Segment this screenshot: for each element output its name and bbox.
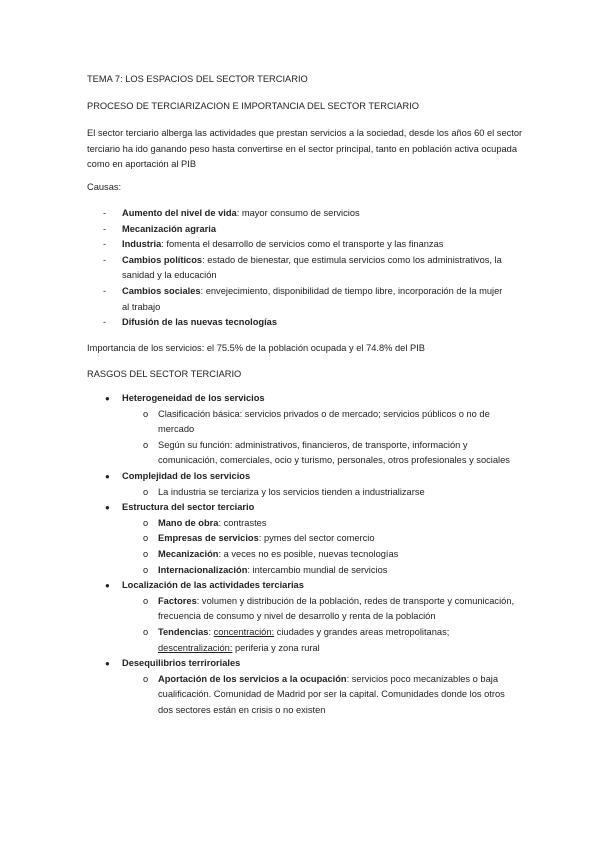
rasgos-list — [0, 391, 600, 718]
list-item — [0, 222, 512, 238]
list-item — [0, 594, 515, 625]
item-text: Según su función: administrativos, financieros, de transporte, información y comunicación, comerciales, ocio y turismo, personales, otros profesionales y sociales — [158, 439, 510, 466]
bullet-marker: ● — [105, 659, 110, 669]
item-text: : contrastes — [218, 517, 267, 528]
section-heading-tercerizacion: PROCESO DE TERCIARIZACION E IMPORTANCIA DEL SECTOR TERCIARIO — [87, 101, 419, 111]
cause-text: : estado de bienestar, que estimula servicios como los administrativos, la sanidad y la educación — [122, 254, 502, 281]
cause-text: : mayor consumo de servicios — [236, 208, 360, 218]
underlined-term: descentralización: — [158, 642, 233, 653]
sub-marker: o — [143, 548, 149, 559]
item-text: : pymes del sector comercio — [258, 533, 375, 544]
rasgo-heading: Localización de las actividades terciarias — [122, 580, 304, 591]
sub-marker: o — [143, 673, 149, 684]
list-item — [0, 563, 515, 579]
rasgo-heading: Heterogeneidad de los servicios — [122, 393, 265, 403]
dash-marker: - — [103, 208, 107, 218]
bullet-marker: ● — [105, 503, 110, 513]
list-item — [0, 407, 515, 438]
dash-marker: - — [103, 285, 107, 296]
list-item — [0, 672, 515, 719]
item-text: : volumen y distribución de la población, redes de transporte y comunicación, frecuencia de consumo y nivel de desarrollo y renta de la población — [158, 595, 515, 622]
list-item — [0, 500, 600, 516]
list-item — [0, 206, 512, 222]
cause-term: Difusión de las nuevas tecnologías — [122, 317, 277, 328]
causes-list — [0, 206, 600, 331]
causes-label: Causas: — [87, 182, 122, 192]
item-text: : — [208, 626, 214, 637]
item-term: Mecanización — [158, 548, 219, 559]
section-heading-rasgos: RASGOS DEL SECTOR TERCIARIO — [87, 369, 242, 379]
cause-term: Cambios sociales — [122, 285, 201, 296]
item-text: Clasificación básica: servicios privados o de mercado; servicios públicos o no de mercado — [158, 408, 490, 435]
sub-marker: o — [143, 564, 149, 575]
list-item — [0, 253, 512, 284]
list-item — [0, 485, 515, 501]
bullet-marker: ● — [105, 394, 110, 403]
item-term: Factores — [158, 595, 197, 606]
cause-term: Mecanización agraria — [122, 223, 217, 234]
cause-text: : fomenta el desarrollo de servicios como el transporte y las finanzas — [161, 239, 444, 250]
item-term: Mano de obra — [158, 517, 219, 528]
item-term: Internacionalización — [158, 564, 248, 575]
item-term: Empresas de servicios — [158, 533, 259, 544]
sub-marker: o — [143, 595, 149, 606]
underlined-term: concentración: — [213, 626, 275, 637]
rasgo-heading: Desequilibrios terriroriales — [122, 658, 241, 669]
dash-marker: - — [103, 239, 107, 250]
item-text: La industria se terciariza y los servicios tienden a industrializarse — [158, 486, 425, 497]
list-item — [0, 237, 512, 253]
sub-marker: o — [143, 517, 149, 528]
bullet-marker: ● — [105, 581, 110, 591]
cause-term: Aumento del nivel de vida — [122, 208, 237, 218]
rasgo-heading: Estructura del sector terciario — [122, 502, 255, 513]
list-item — [0, 284, 512, 315]
item-text: periferia y zona rural — [232, 642, 320, 653]
list-item — [0, 469, 600, 485]
list-item — [0, 656, 600, 672]
sub-marker: o — [143, 533, 149, 544]
cause-term: Cambios políticos — [122, 254, 203, 265]
cause-text: : envejecimiento, disponibilidad de tiempo libre, incorporación de la mujer al trabajo — [122, 285, 503, 312]
list-item — [0, 391, 600, 407]
rasgo-heading: Complejidad de los servicios — [122, 470, 251, 481]
list-item — [0, 578, 600, 594]
list-item — [0, 531, 515, 547]
list-item — [0, 547, 515, 563]
list-item — [0, 315, 512, 331]
item-text: : intercambio mundial de servicios — [247, 564, 388, 575]
list-item — [0, 438, 515, 469]
dash-marker: - — [103, 223, 107, 234]
list-item — [0, 625, 515, 656]
sub-marker: o — [143, 486, 149, 497]
item-term: Tendencias — [158, 626, 209, 637]
bullet-marker: ● — [105, 471, 110, 481]
sub-marker: o — [143, 439, 149, 450]
item-text: ciudades y grandes areas metropolitanas; — [274, 626, 450, 637]
item-term: Aportación de los servicios a la ocupación — [158, 673, 347, 684]
cause-term: Industria — [122, 239, 162, 250]
dash-marker: - — [103, 317, 107, 328]
sub-marker: o — [143, 626, 149, 637]
intro-paragraph: El sector terciario alberga las actividades que prestan servicios a la sociedad, desde los años 60 el sector terciario ha ido ganando peso hasta convertirse en el sector principal, tanto en población activa ocupada como en aportación al PIB — [87, 128, 523, 170]
dash-marker: - — [103, 254, 107, 265]
sub-marker: o — [143, 408, 149, 419]
document-title: TEMA 7: LOS ESPACIOS DEL SECTOR TERCIARIO — [87, 74, 308, 84]
importance-paragraph: Importancia de los servicios: el 75.5% de la población ocupada y el 74.8% del PIB — [87, 343, 425, 353]
item-text: : servicios poco mecanizables o baja cualificación. Comunidad de Madrid por ser la capital. Comunidades donde los otros dos sectores están en crisis o no existen — [158, 673, 505, 715]
list-item — [0, 516, 515, 532]
item-text: : a veces no es posible, nuevas tecnologías — [218, 548, 399, 559]
